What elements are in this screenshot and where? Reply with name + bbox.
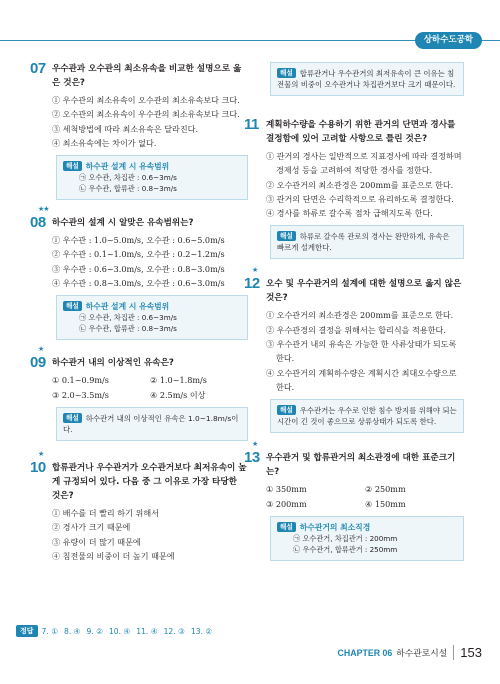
option-4: ④ 최소유속에는 차이가 없다. [52,137,157,148]
option-list [52,233,248,290]
question-7 [30,60,248,200]
answer-item: 7. ① [41,626,58,636]
question-number: 12 [244,275,260,293]
question-text: 우수관거 및 합류관거의 최소관경에 대한 표준크기는? [266,453,456,478]
explanation-tag: 해설 [63,161,82,171]
option-list [266,482,464,511]
explanation-text: 하류로 갈수록 관로의 경사는 완만하게, 유속은 빠르게 설계한다. [277,232,450,253]
option-1: ① 오수관거의 최소관경은 200mm를 표준으로 한다. [266,310,454,321]
question-11 [244,116,464,259]
question-10 [30,449,248,563]
answer-key [16,625,218,637]
answer-item: 12. ③ [163,626,185,636]
option-2: ② 1.0~1.8m/s [150,375,207,386]
option-2: ② 250mm [365,484,406,495]
chapter-title: 하수관로시설 [396,649,448,659]
option-1: ① 0.1~0.9m/s [52,375,109,386]
explanation-tag: 해설 [277,405,296,415]
explanation-tag: 해설 [277,231,296,241]
right-column [244,62,464,569]
question-number: 09 [30,354,46,372]
explanation-line: ㉠ 오수관, 차집관 : 0.6~3m/s [79,313,177,323]
question-13 [244,440,464,561]
explanation-text: 우수관거는 우수로 인한 침수 방지를 위해야 되는 시간이 긴 것이 좋으므로 상류상태가 되도록 한다. [277,406,457,427]
page-footer [338,645,482,660]
explanation-box [56,407,248,441]
difficulty-stars: ★ [252,440,258,449]
option-4: ④ 침전물의 비중이 더 높기 때문에 [52,550,175,561]
answer-item: 10. ④ [108,626,131,636]
option-list [52,93,248,150]
option-list [52,373,248,402]
option-1: ① 우수관의 최소유속이 오수관의 최소유속보다 크다. [52,95,240,105]
question-text: 하수관의 설계 시 알맞은 유속범위는? [52,218,194,229]
explanation-line: ㉡ 우수관, 합류관 : 0.8~3m/s [79,324,177,334]
option-4: ④ 우수관 : 0.8~3.0m/s, 오수관 : 0.6~3.0m/s [52,278,225,289]
option-2: ② 오수관거의 최소관경은 200mm를 표준으로 한다. [266,179,454,190]
explanation-tag: 해설 [63,301,82,311]
question-text: 합류관거나 우수관거가 오수관거보다 최저유속이 높게 규정되어 있다. 다음 중 그 이유로 가장 타당한 것은? [52,462,247,501]
explanation-text: 합류관거나 우수관거의 최저유속이 큰 이유는 침전물의 비중이 오수관거나 차집관거보다 크기 때문이다. [277,69,456,89]
option-3: ③ 유량이 더 많기 때문에 [52,536,141,547]
explanation-title: 하수관 설계 시 유속범위 [85,162,170,172]
question-text: 우수관과 오수관의 최소유속을 비교한 설명으로 옳은 것은? [52,64,242,88]
question-9 [30,345,248,441]
option-1: ① 배수를 더 빨리 하기 위해서 [52,507,159,518]
question-8 [30,205,248,340]
question-number: 11 [244,116,259,133]
explanation-box [56,155,248,200]
question-text: 계획하수량을 수용하기 위한 관거의 단면과 경사를 결정함에 있어 고려할 사항으로 틀린 것은? [266,120,456,144]
question-text: 오수 및 우수관거의 설계에 대한 설명으로 옳지 않은 것은? [266,279,462,304]
option-list [52,506,248,563]
difficulty-stars: ★ [38,449,44,458]
option-4: ④ 오수관거의 계획하수량은 계획시간 최대오수량으로 한다. [266,367,457,392]
option-3: ③ 2.0~3.5m/s [52,389,109,400]
explanation-box [270,225,464,259]
question-text: 하수관거 내의 이상적인 유속은? [52,358,174,369]
question-12 [244,266,464,433]
explanation-text: 하수관거 내의 이상적인 유속은 1.0~1.8m/s이다. [63,413,239,434]
explanation-box [270,399,464,433]
option-1: ① 350mm [266,484,307,495]
answer-item: 9. ② [86,626,103,636]
question-number: 10 [30,458,46,476]
question-number: 08 [30,214,46,232]
option-3: ③ 세척방법에 따라 최소유속은 달라진다. [52,123,199,134]
explanation-box-q10 [270,62,464,96]
option-1: ① 우수관 : 1.0~5.0m/s, 오수관 : 0.6~5.0m/s [52,235,225,246]
option-3: ③ 관거의 단면은 수리학적으로 유리하도록 결정한다. [266,193,454,204]
answer-item: 11. ④ [136,626,158,636]
option-4: ④ 150mm [365,498,406,509]
option-4: ④ 경사를 하류로 갈수록 점차 급해지도록 한다. [266,208,433,219]
explanation-tag: 해설 [277,522,296,532]
left-column [30,60,248,571]
option-3: ③ 우수관거 내의 유속은 가능한 한 사류상태가 되도록 한다. [266,339,457,364]
explanation-line: ㉡ 우수관거, 합류관거 : 250mm [293,544,398,554]
answer-item: 13. ② [190,626,213,636]
explanation-box [56,295,248,340]
question-number: 13 [244,449,260,467]
answer-key-label: 정답 [16,625,38,637]
explanation-title: 하수관 설계 시 유속범위 [85,302,170,312]
difficulty-stars: ★ [252,266,258,275]
explanation-line: ㉠ 오수관거, 차집관거 : 200mm [293,533,398,543]
explanation-box [270,516,464,561]
explanation-line: ㉠ 오수관, 차집관 : 0.6~3m/s [79,173,177,183]
explanation-tag: 해설 [277,68,296,78]
option-1: ① 관거의 경사는 일반적으로 지표경사에 따라 결정하며 경제성 등을 고려하여 적당한 경사를 정한다. [266,151,462,176]
option-list [266,308,464,394]
option-2: ② 경사가 크기 때문에 [52,522,131,533]
option-2: ② 우수관 : 0.1~1.0m/s, 오수관 : 0.2~1.2m/s [52,249,225,260]
explanation-title: 하수관거의 최소직경 [299,522,371,532]
explanation-tag: 해설 [63,413,82,423]
section-tab: 상하수도공학 [415,32,482,49]
page-number: 153 [453,645,482,660]
option-list [266,149,464,220]
option-3: ③ 우수관 : 0.6~3.0m/s, 오수관 : 0.8~3.0m/s [52,263,225,274]
difficulty-stars: ★ [38,345,44,354]
explanation-line: ㉡ 우수관, 합류관 : 0.8~3m/s [79,184,177,194]
option-3: ③ 200mm [266,498,307,509]
question-number: 07 [30,60,46,77]
answer-item: 8. ④ [64,626,81,636]
option-4: ④ 2.5m/s 이상 [150,389,206,400]
chapter-label: CHAPTER 06 [337,647,393,658]
difficulty-stars: ★★ [38,205,49,214]
option-2: ② 오수관의 최소유속이 우수관의 최소유속보다 크다. [52,109,240,120]
option-2: ② 우수관경의 결정을 위해서는 합리식을 적용한다. [266,324,446,335]
